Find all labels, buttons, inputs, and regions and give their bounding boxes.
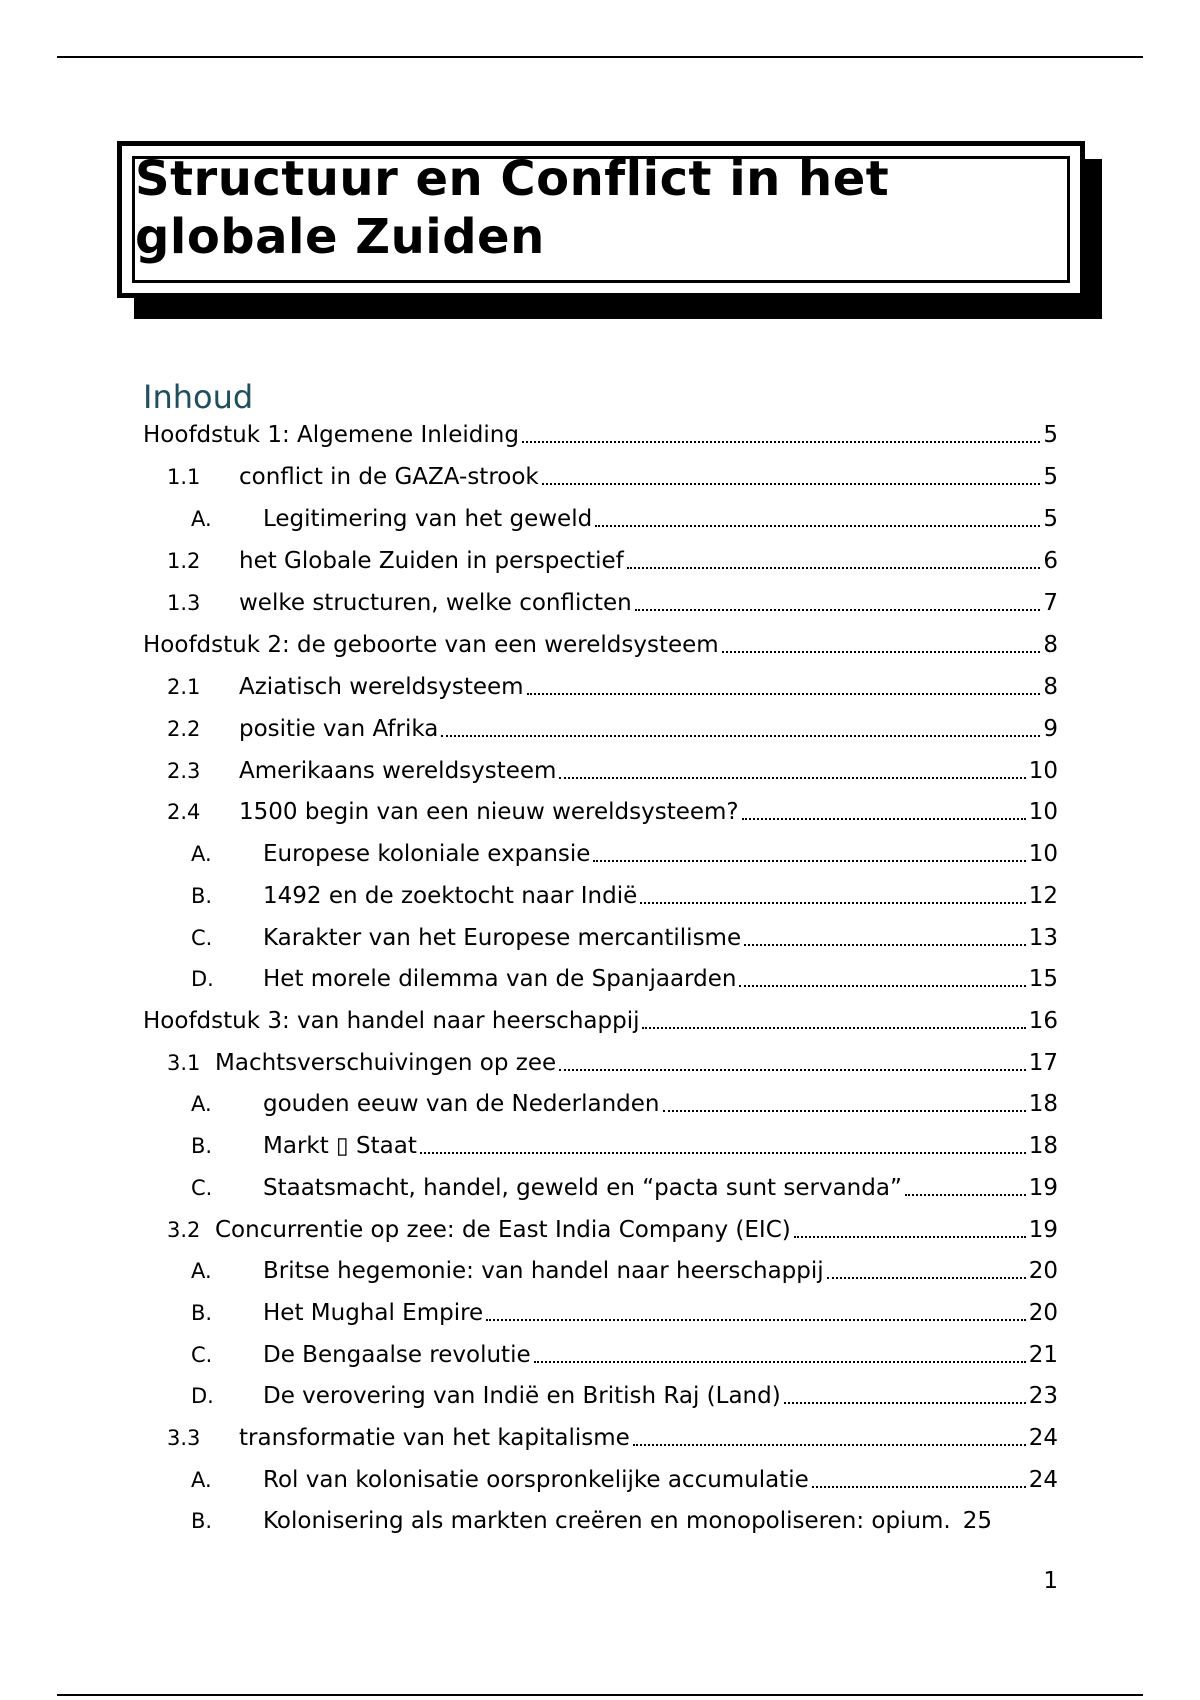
toc-leader-dots [663,1110,1026,1112]
toc-entry-number: 2.2 [167,717,201,741]
toc-entry-label: Het Mughal Empire [263,1300,484,1326]
toc-entry-number: A. [191,1259,212,1283]
toc-leader-dots [441,735,1040,737]
toc-entry-number: D. [191,967,214,991]
toc-leader-dots [635,609,1041,611]
toc-entry-label: 1492 en de zoektocht naar Indië [263,883,638,909]
toc-entry-label: Britse hegemonie: van handel naar heerschappij [263,1258,824,1284]
toc-leader-dots [420,1152,1026,1154]
toc-entry-number: A. [191,842,212,866]
toc-entry[interactable] [143,1506,1058,1536]
toc-entry-label: welke structuren, welke conflicten [239,590,632,616]
toc-entry[interactable] [143,420,1058,450]
toc-entry-page: 18 [1028,1091,1058,1117]
toc-entry[interactable] [143,1131,1058,1161]
toc-entry-page: 5 [1043,506,1058,532]
toc-heading: Inhoud [143,378,254,416]
toc-entry-page: 8 [1043,674,1058,700]
toc-entry-label: Concurrentie op zee: de East India Company (EIC) [215,1217,791,1243]
toc-entry-number: 2.1 [167,675,201,699]
toc-entry-label: 1500 begin van een nieuw wereldsysteem? [239,799,739,825]
toc-leader-dots [486,1319,1026,1321]
toc-leader-dots [794,1236,1026,1238]
toc-entry-number: 2.4 [167,800,201,824]
toc-entry-label: De verovering van Indië en British Raj (Land) [263,1383,781,1409]
toc-entry-page: 10 [1028,841,1058,867]
page-number: 1 [1043,1568,1058,1594]
toc-entry-page: 20 [1028,1258,1058,1284]
toc-entry-page: 5 [1043,464,1058,490]
toc-entry[interactable] [143,1006,1058,1036]
toc-leader-dots [744,944,1026,946]
toc-entry[interactable] [143,546,1058,576]
toc-leader-dots [527,693,1041,695]
toc-entry-page: 23 [1028,1383,1058,1409]
toc-entry-number: 2.3 [167,759,201,783]
footer-rule [57,1694,1143,1696]
toc-entry[interactable] [143,588,1058,618]
toc-leader-dots [827,1277,1026,1279]
toc-leader-dots [739,985,1025,987]
toc-entry-number: D. [191,1384,214,1408]
toc-entry-page: 6 [1043,548,1058,574]
toc-entry-label: Karakter van het Europese mercantilisme [263,925,742,951]
toc-entry-label: het Globale Zuiden in perspectief [239,548,624,574]
toc-entry[interactable] [143,964,1058,994]
toc-entry-page: 21 [1028,1342,1058,1368]
toc-entry[interactable] [143,797,1058,827]
toc-entry-page: 10 [1028,758,1058,784]
toc-leader-dots [542,483,1041,485]
toc-entry[interactable] [143,1215,1058,1245]
toc-entry[interactable] [143,1423,1058,1453]
toc-entry-number: A. [191,507,212,531]
toc-entry-page: 24 [1028,1425,1058,1451]
toc-entry-number: C. [191,1176,213,1200]
toc-entry[interactable] [143,462,1058,492]
toc-entry-page: 12 [1028,883,1058,909]
toc-entry[interactable] [143,1340,1058,1370]
toc-entry[interactable] [143,1465,1058,1495]
toc-entry-label: Machtsverschuivingen op zee [215,1050,557,1076]
toc-entry-number: B. [191,884,213,908]
toc-leader-dots [722,651,1041,653]
toc-entry-page: 15 [1028,966,1058,992]
toc-entry-page: 20 [1028,1300,1058,1326]
toc-entry-number: C. [191,1343,213,1367]
toc-entry[interactable] [143,504,1058,534]
toc-entry-page: 17 [1028,1050,1058,1076]
toc-entry-label: Hoofdstuk 2: de geboorte van een wereldsysteem [143,632,719,658]
toc-entry-page: 8 [1043,632,1058,658]
toc-entry[interactable] [143,1048,1058,1078]
toc-leader-dots [522,441,1040,443]
toc-entry-label: Het morele dilemma van de Spanjaarden [263,966,737,992]
toc-entry-label: De Bengaalse revolutie [263,1342,531,1368]
toc-entry-number: C. [191,926,213,950]
toc-entry[interactable] [143,714,1058,744]
toc-entry-page: 10 [1028,799,1058,825]
toc-entry-page: 24 [1028,1467,1058,1493]
toc-entry[interactable] [143,1381,1058,1411]
toc-entry-page: 19 [1028,1175,1058,1201]
toc-leader-dots [742,818,1026,820]
document-title-line-1: Structuur en Conflict in het [135,151,890,207]
toc-entry-label: Markt ▯ Staat [263,1133,417,1159]
toc-entry-page: 16 [1028,1008,1058,1034]
title-box [117,141,1085,298]
header-rule [57,56,1143,58]
toc-leader-dots [595,525,1040,527]
toc-entry-page: 13 [1028,925,1058,951]
toc-leader-dots [559,777,1025,779]
toc-entry-label: gouden eeuw van de Nederlanden [263,1091,660,1117]
toc-entry-number: A. [191,1468,212,1492]
toc-entry-label: positie van Afrika [239,716,439,742]
toc-entry-label: Aziatisch wereldsysteem [239,674,524,700]
toc-entry-label: transformatie van het kapitalisme [239,1425,630,1451]
document-title-line-2: globale Zuiden [135,209,545,265]
toc-entry[interactable] [143,672,1058,702]
toc-entry-number: B. [191,1509,213,1533]
toc-entry-page: 19 [1028,1217,1058,1243]
toc-leader-dots [559,1069,1026,1071]
toc-entry-page: 7 [1043,590,1058,616]
toc-entry-label: Hoofdstuk 3: van handel naar heerschappij [143,1008,640,1034]
toc-entry-page: 9 [1043,716,1058,742]
toc-entry-number: 3.2 [167,1218,201,1242]
toc-entry-label: Amerikaans wereldsysteem [239,758,557,784]
toc-entry[interactable] [143,1173,1058,1203]
toc-leader-dots [642,1027,1025,1029]
toc-leader-dots [640,902,1025,904]
toc-entry-label: Hoofdstuk 1: Algemene Inleiding [143,422,519,448]
toc-entry[interactable] [143,923,1058,953]
toc-entry-number: B. [191,1134,213,1158]
toc-entry-label: Legitimering van het geweld [263,506,593,532]
toc-entry[interactable] [143,1256,1058,1286]
toc-leader-dots [784,1402,1026,1404]
toc-entry-number: 3.3 [167,1426,201,1450]
toc-entry[interactable] [143,1298,1058,1328]
toc-entry[interactable] [143,839,1058,869]
toc-entry-label: Europese koloniale expansie [263,841,591,867]
toc-entry-label: Rol van kolonisatie oorspronkelijke accumulatie [263,1467,809,1493]
toc-leader-dots [627,567,1041,569]
document-title [135,150,889,266]
toc-entry-page: 5 [1043,422,1058,448]
toc-entry-number: B. [191,1301,213,1325]
toc-entry-number: 1.1 [167,465,201,489]
toc-entry-number: 1.3 [167,591,201,615]
toc-leader-dots [812,1486,1026,1488]
toc-entry-page: 25 [962,1508,993,1534]
toc-leader-dots [593,860,1025,862]
toc-entry[interactable] [143,630,1058,660]
toc-leader-dots [905,1194,1026,1196]
toc-entry-label: Kolonisering als markten creëren en monopoliseren: opium. [263,1508,951,1534]
toc-entry-number: 3.1 [167,1051,201,1075]
toc-entry-page: 18 [1028,1133,1058,1159]
toc-entry-number: 1.2 [167,549,201,573]
toc-leader-dots [633,1444,1026,1446]
toc-entry[interactable] [143,756,1058,786]
toc-entry-label: Staatsmacht, handel, geweld en “pacta sunt servanda” [263,1175,902,1201]
toc-entry-label: conflict in de GAZA-strook [239,464,539,490]
toc-leader-dots [534,1361,1026,1363]
toc-entry[interactable] [143,1089,1058,1119]
toc-entry[interactable] [143,881,1058,911]
toc-entry-number: A. [191,1092,212,1116]
